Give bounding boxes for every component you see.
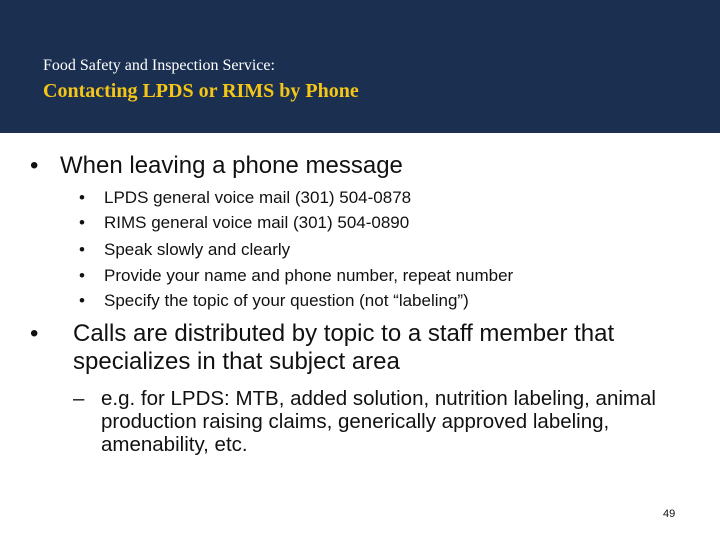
bullet-marker: •	[30, 320, 39, 347]
sub-bullet-text: Specify the topic of your question (not “labeling”)	[104, 291, 469, 310]
sub-bullet-text: RIMS general voice mail (301) 504-0890	[104, 213, 410, 232]
slide-title: Contacting LPDS or RIMS by Phone	[43, 80, 359, 102]
bullet-marker: •	[79, 213, 85, 232]
sub-bullet-text: Provide your name and phone number, repeat number	[104, 266, 514, 285]
bullet-marker: •	[79, 291, 85, 310]
bullet-marker: •	[79, 266, 85, 285]
bullet-marker: •	[30, 152, 39, 179]
dash-marker: –	[73, 387, 85, 410]
bullet-marker: •	[79, 188, 85, 207]
sub-bullet-text: Speak slowly and clearly	[104, 240, 291, 259]
sub-bullet-text: LPDS general voice mail (301) 504-0878	[104, 188, 412, 207]
page-number: 49	[663, 508, 676, 520]
bullet-text: Calls are distributed by topic to a staff member that specializes in that subject area	[73, 320, 615, 375]
dash-text: e.g. for LPDS: MTB, added solution, nutrition labeling, animal production raising claims, generically approved labeling, amenability, etc.	[101, 387, 656, 456]
bullet-marker: •	[79, 240, 85, 259]
bullet-text: When leaving a phone message	[60, 152, 403, 179]
agency-name: Food Safety and Inspection Service:	[43, 57, 275, 74]
